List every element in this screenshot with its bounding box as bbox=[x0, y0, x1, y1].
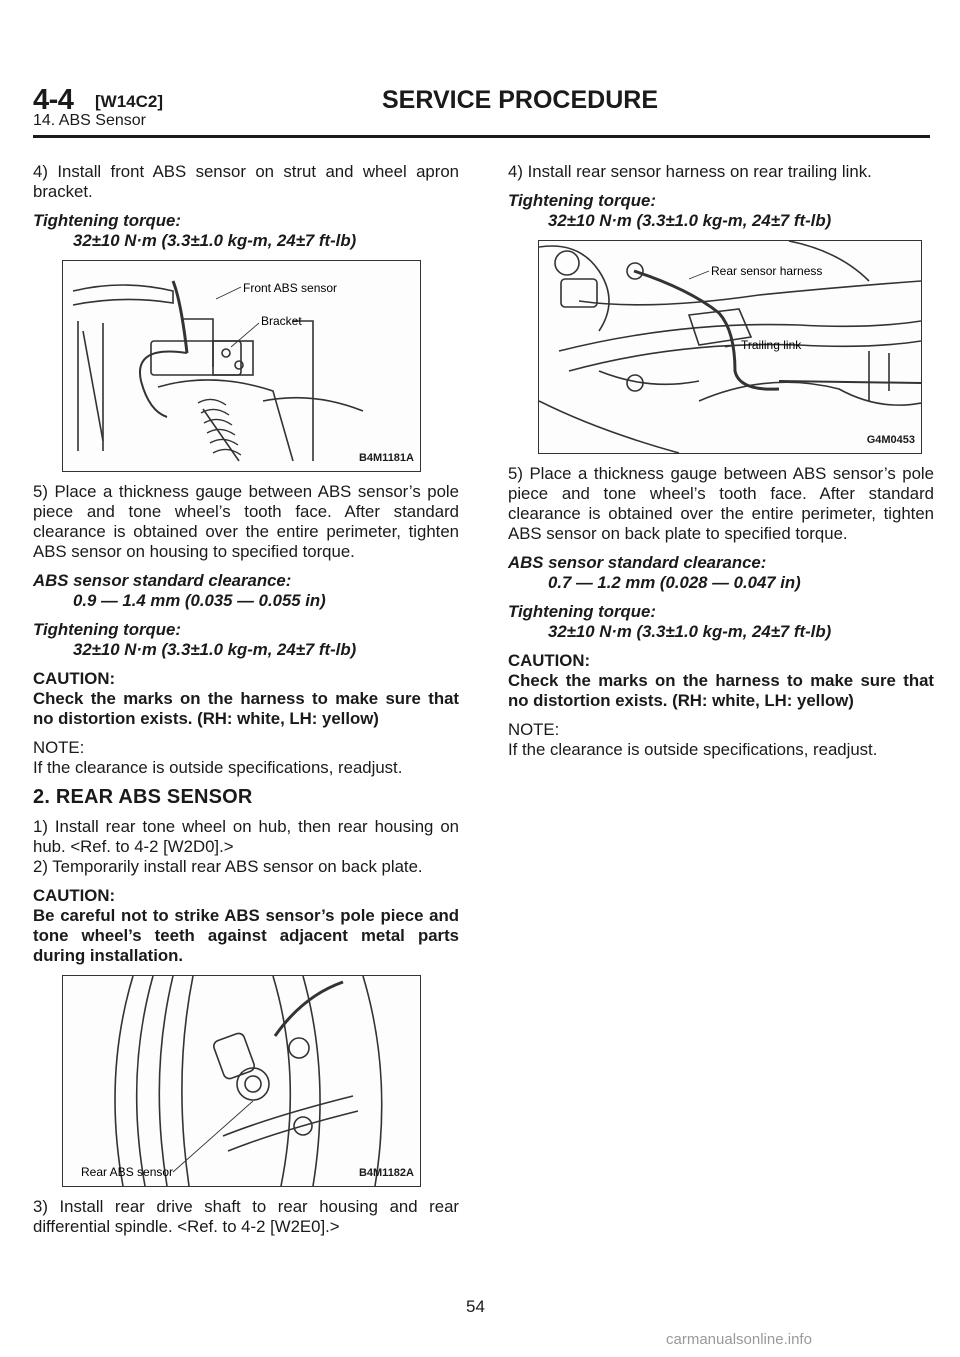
rear-step-1: 1) Install rear tone wheel on hub, then rear housing on hub. <Ref. to 4-2 [W2D0].> bbox=[33, 817, 459, 856]
torque-label: Tightening torque: bbox=[33, 211, 181, 230]
rear-abs-sensor-illustration bbox=[63, 976, 420, 1186]
torque-value: 32±10 N·m (3.3±1.0 kg-m, 24±7 ft-lb) bbox=[73, 231, 357, 250]
watermark: carmanualsonline.info bbox=[666, 1331, 812, 1348]
caution-label: CAUTION: bbox=[33, 669, 116, 688]
torque-value: 32±10 N·m (3.3±1.0 kg-m, 24±7 ft-lb) bbox=[548, 622, 832, 641]
label-front-abs-sensor: Front ABS sensor bbox=[243, 281, 338, 295]
torque-value: 32±10 N·m (3.3±1.0 kg-m, 24±7 ft-lb) bbox=[73, 640, 357, 659]
figure-code: B4M1182A bbox=[358, 1167, 414, 1179]
section-number: 4-4 bbox=[33, 84, 74, 116]
figure-rear-abs-sensor bbox=[62, 975, 421, 1187]
caution-label: CAUTION: bbox=[508, 651, 591, 670]
note-text: If the clearance is outside specifications, readjust. bbox=[508, 740, 878, 759]
page-title: SERVICE PROCEDURE bbox=[382, 86, 658, 114]
rear-step-4: 4) Install rear sensor harness on rear trailing link. bbox=[508, 162, 872, 181]
rear-step-2: 2) Temporarily install rear ABS sensor on back plate. bbox=[33, 857, 423, 876]
torque-label: Tightening torque: bbox=[508, 602, 656, 621]
page-subtitle: 14. ABS Sensor bbox=[33, 112, 146, 129]
header-rule bbox=[33, 135, 930, 138]
rear-step-3: 3) Install rear drive shaft to rear housing and rear differential spindle. <Ref. to 4-2 [W2E0].> bbox=[33, 1197, 459, 1236]
section-heading-rear-abs: 2. REAR ABS SENSOR bbox=[33, 786, 253, 808]
right-column bbox=[508, 162, 934, 769]
left-column bbox=[33, 162, 459, 1246]
torque-label: Tightening torque: bbox=[508, 191, 656, 210]
caution-label: CAUTION: bbox=[33, 886, 116, 905]
clearance-label: ABS sensor standard clearance: bbox=[508, 553, 767, 572]
note-label: NOTE: bbox=[508, 720, 560, 739]
rear-step-5: 5) Place a thickness gauge between ABS sensor’s pole piece and tone wheel’s tooth face. After standard clearance is obtained over the entire perimeter, tighten ABS sensor on back plate to specified torque. bbox=[508, 464, 934, 543]
label-trailing-link: Trailing link bbox=[741, 338, 802, 352]
clearance-label: ABS sensor standard clearance: bbox=[33, 571, 292, 590]
torque-value: 32±10 N·m (3.3±1.0 kg-m, 24±7 ft-lb) bbox=[548, 211, 832, 230]
torque-label: Tightening torque: bbox=[33, 620, 181, 639]
note-text: If the clearance is outside specifications, readjust. bbox=[33, 758, 403, 777]
note-label: NOTE: bbox=[33, 738, 85, 757]
label-rear-sensor-harness: Rear sensor harness bbox=[711, 264, 823, 278]
caution-text: Be careful not to strike ABS sensor’s pole piece and tone wheel’s teeth against adjacent metal parts during installation. bbox=[33, 906, 459, 965]
clearance-value: 0.7 — 1.2 mm (0.028 — 0.047 in) bbox=[548, 573, 801, 592]
clearance-value: 0.9 — 1.4 mm (0.035 — 0.055 in) bbox=[73, 591, 326, 610]
figure-code: B4M1181A bbox=[358, 452, 414, 464]
figure-code: G4M0453 bbox=[866, 434, 915, 446]
caution-text: Check the marks on the harness to make sure that no distortion exists. (RH: white, LH: yellow) bbox=[33, 689, 459, 728]
front-step-5: 5) Place a thickness gauge between ABS sensor’s pole piece and tone wheel’s tooth face. After standard clearance is obtained over the entire perimeter, tighten ABS sensor on housing to specified torque. bbox=[33, 482, 459, 561]
label-bracket: Bracket bbox=[261, 314, 302, 328]
figure-rear-sensor-harness bbox=[538, 240, 922, 454]
label-rear-abs-sensor: Rear ABS sensor bbox=[81, 1165, 174, 1179]
section-code: [W14C2] bbox=[95, 92, 164, 111]
rear-sensor-harness-illustration bbox=[539, 241, 921, 453]
caution-text: Check the marks on the harness to make sure that no distortion exists. (RH: white, LH: yellow) bbox=[508, 671, 934, 710]
front-step-4: 4) Install front ABS sensor on strut and wheel apron bracket. bbox=[33, 162, 459, 201]
page-number: 54 bbox=[466, 1297, 485, 1316]
front-abs-sensor-illustration bbox=[63, 261, 420, 471]
figure-front-abs-sensor bbox=[62, 260, 421, 472]
